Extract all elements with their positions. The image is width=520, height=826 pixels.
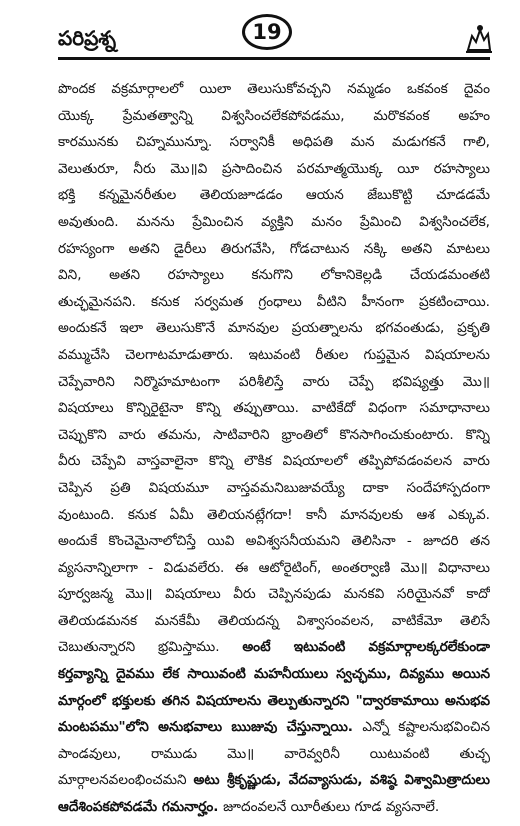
text-line (58, 634, 490, 661)
text-line (58, 315, 490, 342)
text-segment: చెప్పుకొని వారు తమను, సాటివారిని భ్రాంతిలో కొనసాగించుకుంటారు. కొన్ని (58, 426, 490, 443)
text-segment: జూదంవలనే యీరీతులు గూడ వ్యసనాలే. (223, 799, 440, 816)
text-line (58, 794, 490, 821)
text-segment: చెప్పిన ప్రతి విషయమూ వాస్తవమనిబుజువయ్యే దాకా సందేహాస్పదంగా (58, 479, 490, 496)
page-number-badge (242, 14, 292, 50)
text-segment: పూర్వజన్మ మొ॥ విషయాలు వీరు చెప్పినపుడు మనకవి సరియైనవో కాదో (58, 586, 490, 603)
text-segment: తుచ్ఛమైనపని. కనుక సర్వమత గ్రంధాలు వీటిని హీనంగా ప్రకటించాయి. (58, 293, 490, 310)
text-line (58, 555, 490, 582)
text-line (58, 129, 490, 156)
text-segment: పొందక వక్రమార్గాలలో యిలా తెలుసుకోవచ్చని నమ్మడం ఒకవంక దైవం (58, 81, 490, 97)
text-line (58, 289, 490, 316)
text-segment: అందుకనే ఇలా తెలుసుకొనే మానవుల ప్రయత్నాలను భగవంతుడు, ప్రకృతి (58, 320, 490, 337)
bold-text-segment: అంటే ఇటువంటి వక్రమార్గాలక్కరలేకుండా (242, 639, 490, 656)
article-body (58, 76, 490, 821)
text-line (58, 581, 490, 608)
text-segment: వెలుతురూ, నీరు మొ॥వి ప్రసాదించిన పరమాత్మయొక్క యీ రహస్యాలు (58, 160, 490, 177)
text-line (58, 661, 490, 688)
text-segment: వీరు చెప్పేవి వాస్తవాలైనా కొన్ని లౌకిక విషయాలలో తప్పిపోవడంవలన వారు (58, 453, 490, 470)
text-segment: తెలియడమనక మనకేమీ తెలియదన్న విశ్వాసంవలన, వాటికేమో తెలిసే (58, 612, 490, 629)
bold-text-segment: కర్తవ్యాన్ని దైవము లేక సాయివంటి మహనీయులు స్వచ్ఛము, దివ్యము అయిన (58, 666, 490, 683)
text-segment: విని, అతని రహస్యాలు కనుగొని లోకానికెల్లడి చేయడమంతటి (58, 267, 490, 284)
text-segment: మార్గాలనవలంభించమని (58, 772, 194, 789)
text-segment: అందుకే కొంచెమైనాలోచిస్తే యివి అవిశ్వసనీయమని తెలిసినా - జూదరి తన (58, 533, 490, 550)
text-line (58, 342, 490, 369)
bold-text-segment: ఆదేశింపకపోవడమే గమనార్హం. (58, 799, 224, 816)
text-line (58, 156, 490, 183)
text-line (58, 422, 490, 449)
text-line (58, 608, 490, 635)
text-line (58, 262, 490, 289)
text-segment: ఎన్నో కష్టాలనుభవించిన (362, 719, 490, 736)
text-line (58, 103, 490, 130)
text-segment: అవుతుంది. మనను ప్రేమించిన వ్యక్తిని మనం ప్రేమించి విశ్వసించలేక, (58, 213, 490, 230)
page-header (0, 0, 520, 70)
decorative-sketch-icon (462, 22, 494, 54)
text-segment: కారమునకు చిహ్నమున్నూ. సర్వానికీ అధిపతి మన మడుగకనే గాలి, (58, 134, 490, 151)
text-line (58, 502, 490, 529)
text-line (58, 395, 490, 422)
bold-text-segment: అటు శ్రీకృష్ణుడు, వేదవ్యాసుడు, వశిష్ఠ విశ్వామిత్రాదులు (193, 772, 490, 789)
text-segment: విషయాలు కొన్నిరైటైనా కొన్ని తప్పుతాయి. వాటికేదో విధంగా సమాధానాలు (58, 400, 490, 417)
text-segment: యొక్క ప్రేమతత్వాన్ని విశ్వసించలేకపోవడము, మరొకవంక అహం (58, 107, 490, 124)
text-line (58, 767, 490, 794)
magazine-title: పరిప్రశ్న (58, 26, 117, 50)
bold-text-segment: మంటపము"లోని అనుభవాలు ఋజువు చేస్తున్నాయి. (58, 719, 363, 736)
text-line (58, 236, 490, 263)
text-segment: వుంటుంది. కనుక ఏమీ తెలియనట్లేగదా! కానీ మానవులకు ఆశ ఎక్కువ. (58, 506, 490, 523)
text-line (58, 369, 490, 396)
bold-text-segment: మార్గంలో భక్తులకు తగిన విషయాలను తెల్పుతున్నారని "ద్వారకామాయి అనుభవ (58, 692, 490, 709)
text-line (58, 741, 490, 768)
text-line (58, 475, 490, 502)
text-line (58, 448, 490, 475)
text-line (58, 528, 490, 555)
text-segment: భక్తి కన్నమైనరీతుల తెలియజూడడం ఆయన జేబుకొట్టి చూడడమే (58, 187, 490, 204)
text-line (58, 182, 490, 209)
text-segment: పాండవులు, రాముడు మొ॥ వారెవ్వరినీ యిటువంటి తుచ్ఛ (58, 745, 490, 762)
text-line (58, 76, 490, 103)
header-rule (58, 57, 490, 60)
text-line (58, 209, 490, 236)
text-line (58, 688, 490, 715)
page-number: 19 (252, 20, 282, 44)
text-segment: వమ్ముచేసి చెలగాటమాడుతారు. ఇటువంటి రీతుల గుప్తమైన విషయాలను (58, 346, 490, 363)
text-line (58, 714, 490, 741)
text-segment: చెబుతున్నారని భ్రమిస్తాము. (58, 639, 243, 656)
text-segment: రహస్యంగా అతని డైరీలు తిరుగవేసి, గోడచాటున నక్కి అతని మాటలు (58, 240, 490, 257)
text-segment: చెప్పేవారిని నిర్మొహమాటంగా పరిశీలిస్తే వారు చెప్పే భవిష్యత్తు మొ॥ (58, 373, 490, 390)
text-segment: వ్యసనాన్నిలాగా - విడువలేరు. ఈ ఆటోరైటింగ్, అంతర్వాణి మొ॥ విధానాలు (58, 559, 490, 576)
